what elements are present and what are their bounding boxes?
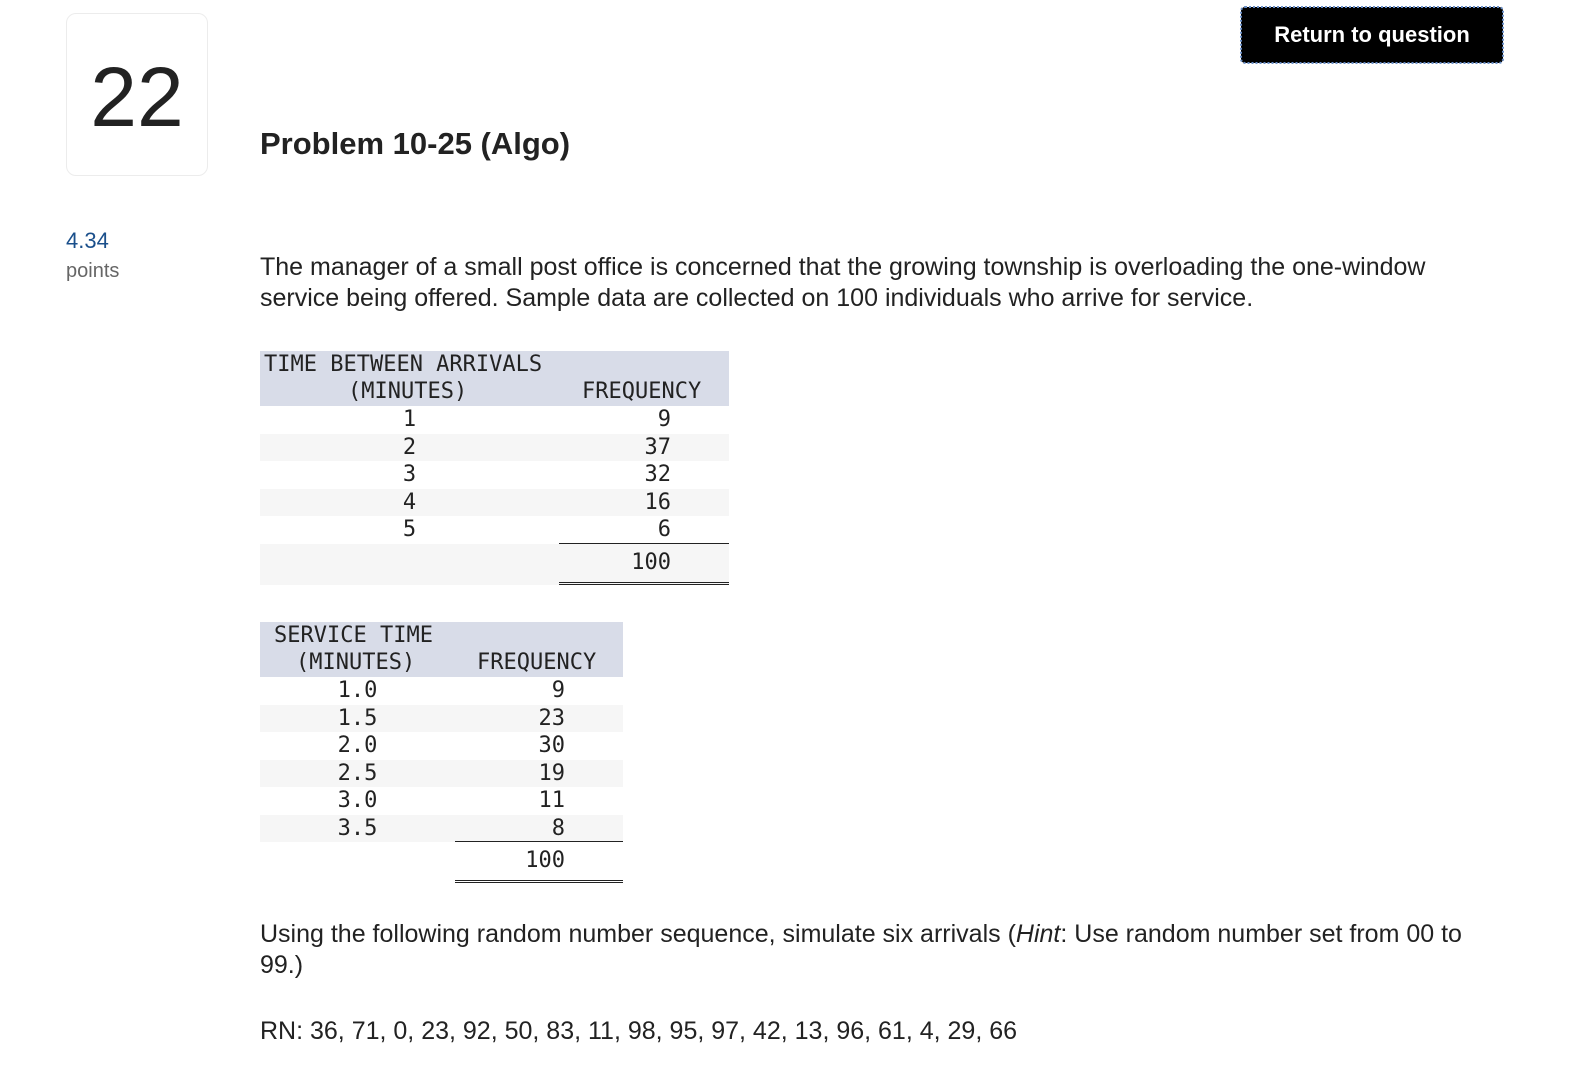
question-number: 22 [90, 49, 184, 144]
points-value: 4.34 [66, 228, 109, 253]
arrival-time-cell: 3 [402, 462, 417, 487]
question-number-box [66, 13, 208, 176]
table-row [260, 489, 729, 517]
service-frequency-cell: 30 [538, 733, 565, 758]
arrival-time-cell: 2 [402, 434, 417, 460]
problem-title: Problem 10-25 (Algo) [260, 126, 571, 161]
service-frequency-cell: 9 [551, 678, 565, 703]
table-row [260, 461, 729, 489]
service-header-col2: FREQUENCY [477, 650, 597, 675]
service-frequency-cell: 8 [455, 815, 623, 843]
arrival-frequency-cell: 9 [657, 407, 671, 432]
arrivals-total: 100 [559, 544, 729, 585]
problem-intro: The manager of a small post office is concerned that the growing township is overloading the one-window service being offered. Sample data are collected on 100 individuals who arrive for service. [260, 253, 1426, 312]
service-time-cell: 1.0 [337, 678, 378, 703]
arrivals-table [260, 351, 729, 585]
instruction-text-before: Using the following random number sequence, simulate six arrivals ( [260, 920, 1016, 948]
service-frequency-cell: 11 [538, 788, 565, 813]
arrivals-header-col2: FREQUENCY [582, 379, 702, 404]
table-row [260, 677, 623, 705]
service-time-cell: 2.0 [337, 733, 378, 758]
service-table-header [260, 622, 623, 677]
return-to-question-button[interactable]: Return to question [1241, 7, 1503, 63]
service-time-cell: 2.5 [337, 760, 378, 786]
arrival-frequency-cell: 16 [644, 489, 671, 515]
table-row [260, 787, 623, 815]
arrival-time-cell: 5 [402, 517, 417, 542]
arrivals-header-col1-line1: TIME BETWEEN ARRIVALS [264, 352, 543, 377]
arrival-frequency-cell: 37 [644, 434, 671, 460]
service-frequency-cell: 19 [538, 760, 565, 786]
points-label: points [66, 260, 120, 282]
table-row [260, 516, 729, 544]
service-total-spacer [260, 842, 455, 883]
service-time-cell: 3.5 [337, 815, 378, 841]
arrivals-header-col1-line2: (MINUTES) [348, 379, 468, 404]
service-frequency-cell: 23 [538, 705, 565, 731]
arrival-frequency-cell: 32 [644, 462, 671, 487]
arrival-time-cell: 4 [402, 489, 417, 515]
arrivals-total-spacer [260, 544, 559, 585]
hint-label: Hint [1015, 920, 1061, 948]
arrivals-table-header [260, 351, 729, 406]
random-number-sequence: RN: 36, 71, 0, 23, 92, 50, 83, 11, 98, 95, 97, 42, 13, 96, 61, 4, 29, 66 [260, 1017, 1018, 1045]
service-total: 100 [455, 842, 623, 883]
service-time-cell: 1.5 [337, 705, 378, 731]
service-table [260, 622, 623, 883]
table-row [260, 732, 623, 760]
simulation-instruction [260, 919, 1500, 981]
table-row [260, 406, 729, 434]
service-time-cell: 3.0 [337, 788, 378, 813]
table-row [260, 815, 623, 843]
table-row [260, 434, 729, 462]
instruction-text-after: : Use random number set from 00 to 99.) [260, 920, 1462, 979]
service-header-col1-line2: (MINUTES) [296, 650, 416, 675]
table-row [260, 760, 623, 788]
arrivals-total-row [260, 544, 729, 585]
service-header-col1-line1: SERVICE TIME [274, 623, 433, 648]
arrival-frequency-cell: 6 [559, 516, 729, 544]
table-row [260, 705, 623, 733]
arrival-time-cell: 1 [402, 407, 417, 432]
service-total-row [260, 842, 623, 883]
